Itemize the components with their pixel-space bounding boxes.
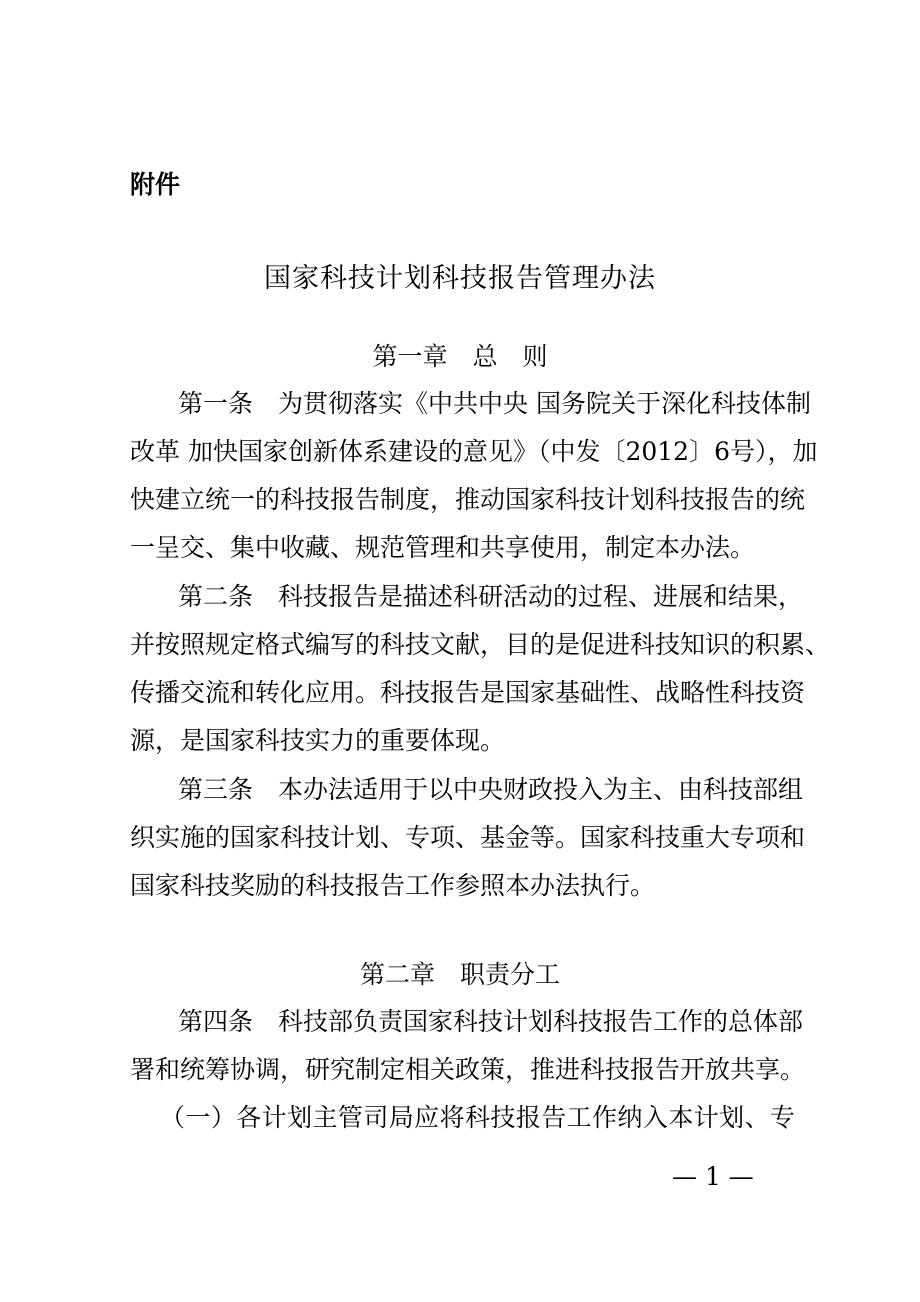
article-3-line: 织实施的国家科技计划、专项、基金等。国家科技重大专项和 [130,823,806,852]
article-1-line: 第一条 为贯彻落实《中共中央 国务院关于深化科技体制 [178,389,811,418]
article-4-line: 第四条 科技部负责国家科技计划科技报告工作的总体部 [178,1007,804,1036]
article-3-line: 第三条 本办法适用于以中央财政投入为主、由科技部组 [178,775,804,804]
chapter-heading-1: 第一章 总 则 [372,342,548,371]
article-3-line: 国家科技奖励的科技报告工作参照本办法执行。 [130,871,656,900]
article-2-line: 源，是国家科技实力的重要体现。 [130,726,506,755]
page-number: — 1 — [672,1162,754,1191]
article-1-line: 一呈交、集中收藏、规范管理和共享使用，制定本办法。 [130,533,756,562]
article-1-line: 快建立统一的科技报告制度，推动国家科技计划科技报告的统 [130,485,806,514]
article-4-line: 署和统筹协调，研究制定相关政策，推进科技报告开放共享。 [130,1055,806,1084]
article-1-line: 改革 加快国家创新体系建设的意见》（中发〔2012〕6号），加 [130,437,818,466]
attachment-label: 附件 [130,170,181,199]
document-title: 国家科技计划科技报告管理办法 [264,263,656,294]
article-2-line: 并按照规定格式编写的科技文献，目的是促进科技知识的积累、 [130,630,831,659]
article-2-line: 第二条 科技报告是描述科研活动的过程、进展和结果， [178,582,804,611]
chapter-heading-2: 第二章 职责分工 [359,960,560,989]
article-2-line: 传播交流和转化应用。科技报告是国家基础性、战略性科技资 [130,678,806,707]
item-1-line: （一）各计划主管司局应将科技报告工作纳入本计划、专 [160,1103,795,1132]
